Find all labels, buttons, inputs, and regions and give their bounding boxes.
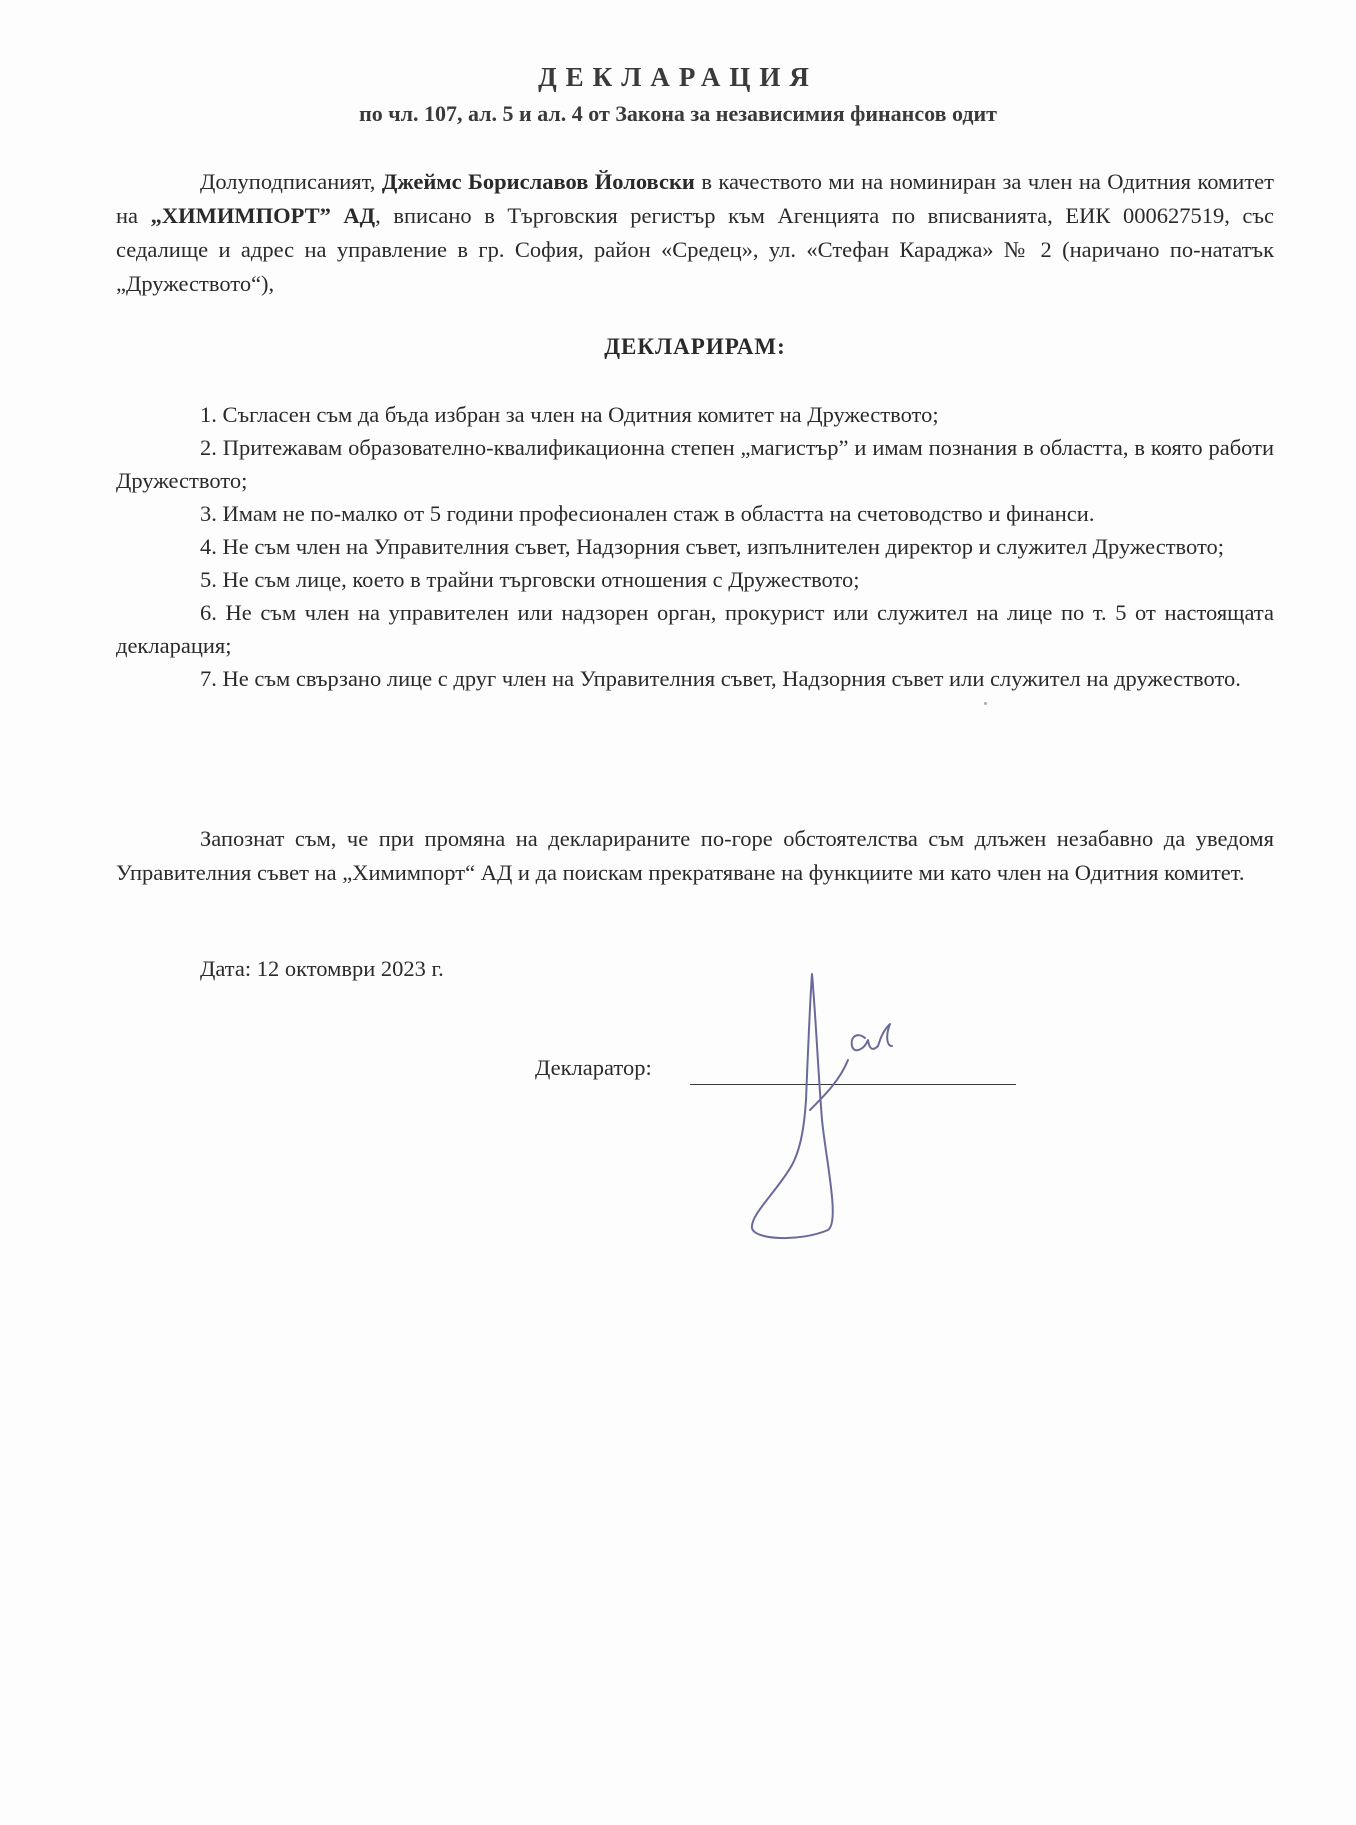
list-item: 2. Притежавам образователно-квалификационна степен „магистър” и имам познания в областта, в която работи Дружеството; (116, 435, 1274, 493)
list-item: 6. Не съм член на управителен или надзорен орган, прокурист или служител на лице по т. 5 от настоящата декларация; (116, 600, 1274, 658)
closing-paragraph (116, 822, 1274, 890)
declare-heading: ДЕКЛАРИРАМ: (604, 334, 786, 359)
intro-text-2: в качеството ми на номиниран за член на Одитния комитет на (116, 169, 1274, 228)
company-name: „ХИМИМПОРТ” АД (150, 203, 376, 228)
handwritten-signature (730, 960, 940, 1240)
list-item: 7. Не съм свързано лице с друг член на Управителния съвет, Надзорния съвет или служител на дружеството. (200, 666, 1241, 691)
intro-text-3: , вписано в Търговския регистър към Агенцията по вписванията, ЕИК 000627519, със седалище и адрес на управление в гр. София, район «Средец», ул. «Стефан Караджа» № 2 (наричано по-нататък „Дружеството“), (116, 203, 1274, 296)
intro-paragraph (116, 165, 1274, 301)
document-title: ДЕКЛАРАЦИЯ (538, 62, 818, 92)
declaration-items (116, 398, 1274, 695)
declarant-name: Джеймс Бориславов Йоловски (381, 169, 695, 194)
list-item: 1. Съгласен съм да бъда избран за член на Одитния комитет на Дружеството; (200, 402, 939, 427)
list-item: 5. Не съм лице, което в трайни търговски отношения с Дружеството; (200, 567, 860, 592)
intro-text-1: Долуподписаният, (200, 169, 382, 194)
closing-text: Запознат съм, че при промяна на декларираните по-горе обстоятелства съм длъжен незабавно да уведомя Управителния съвет на „Химимпорт“ АД и да поискам прекратяване на функциите ми като член на Одитния комитет. (116, 826, 1274, 885)
scan-speck (984, 702, 987, 705)
list-item: 3. Имам не по-малко от 5 години професионален стаж в областта на счетоводство и финанси. (200, 501, 1095, 526)
list-item: 4. Не съм член на Управителния съвет, Надзорния съвет, изпълнителен директор и служител Дружеството; (200, 534, 1225, 559)
declarator-label: Декларатор: (535, 1055, 652, 1080)
document-subtitle: по чл. 107, ал. 5 и ал. 4 от Закона за независимия финансов одит (359, 101, 997, 126)
date-line: Дата: 12 октомври 2023 г. (200, 956, 444, 981)
